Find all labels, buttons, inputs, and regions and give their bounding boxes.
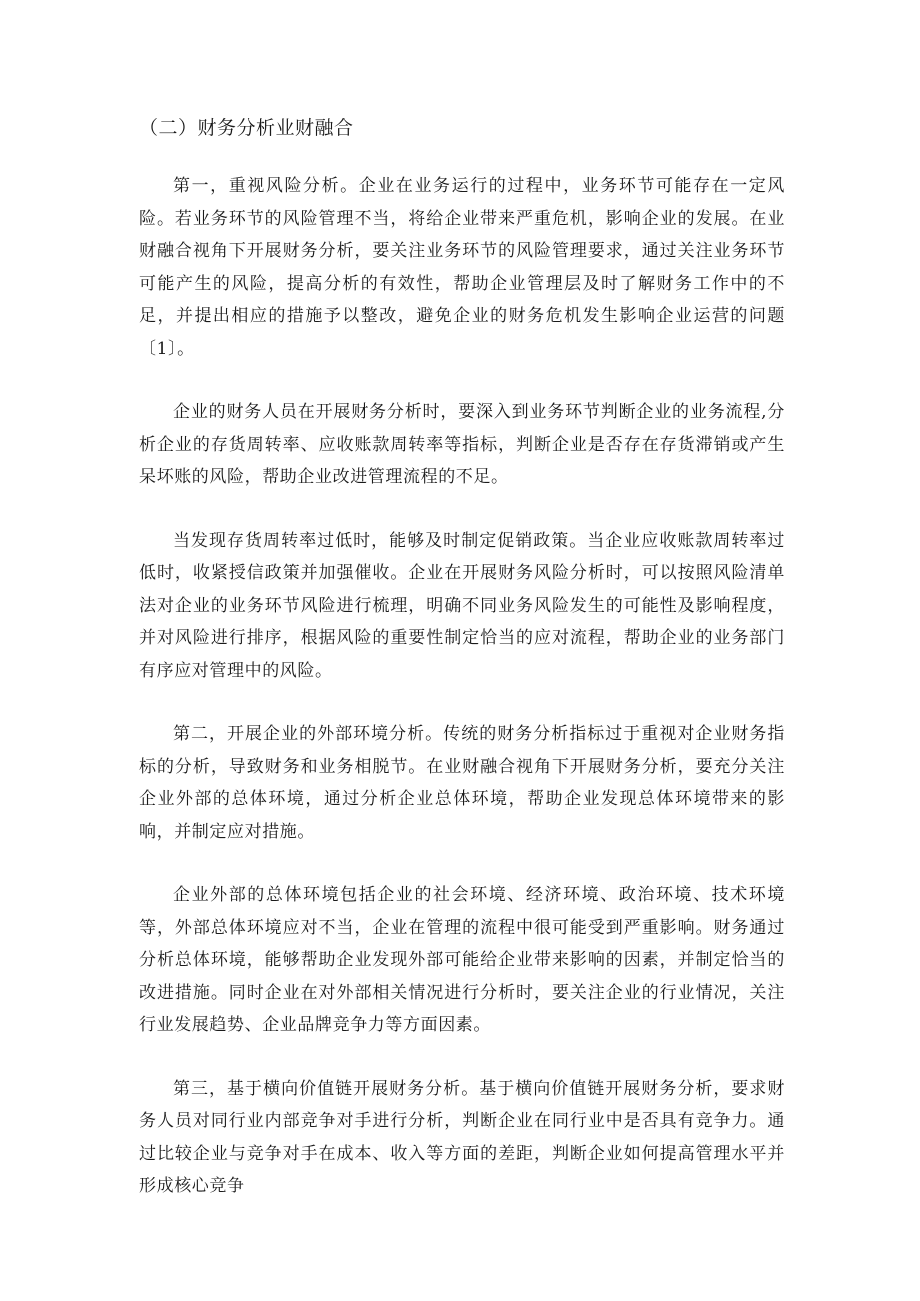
paragraph-overall-environment: 企业外部的总体环境包括企业的社会环境、经济环境、政治环境、技术环境等，外部总体环境应对不当，企业在管理的流程中很可能受到严重影响。财务通过分析总体环境，能够帮助企业发现外部可能给企业带来影响的因素，并制定恰当的改进措施。同时企业在对外部相关情况进行分析时，要关注企业的行业情况，关注行业发展趋势、企业品牌竞争力等方面因素。 [139,885,785,1035]
paragraph-external-environment: 第二，开展企业的外部环境分析。传统的财务分析指标过于重视对企业财务指标的分析，导致财务和业务相脱节。在业财融合视角下开展财务分析，要充分关注企业外部的总体环境，通过分析企业总体环境，帮助企业发现总体环境带来的影响，并制定应对措施。 [139,724,785,842]
paragraph-inventory-turnover: 当发现存货周转率过低时，能够及时制定促销政策。当企业应收账款周转率过低时，收紧授信政策并加强催收。企业在开展财务风险分析时，可以按照风险清单法对企业的业务环节风险进行梳理，明确不同业务风险发生的可能性及影响程度，并对风险进行排序，根据风险的重要性制定恰当的应对流程，帮助企业的业务部门有序应对管理中的风险。 [139,530,785,681]
body-text [139,170,785,1234]
section-heading: （二）财务分析业财融合 [139,117,354,139]
paragraph-risk-analysis: 第一，重视风险分析。企业在业务运行的过程中，业务环节可能存在一定风险。若业务环节的风险管理不当，将给企业带来严重危机，影响企业的发展。在业财融合视角下开展财务分析，要关注业务环节的风险管理要求，通过关注业务环节可能产生的风险，提高分析的有效性，帮助企业管理层及时了解财务工作中的不足，并提出相应的措施予以整改，避免企业的财务危机发生影响企业运营的问题〔1〕。 [139,176,785,359]
paragraph-value-chain: 第三，基于横向价值链开展财务分析。基于横向价值链开展财务分析，要求财务人员对同行业内部竞争对手进行分析，判断企业在同行业中是否具有竞争力。通过比较企业与竞争对手在成本、收入等方面的差距，判断企业如何提高管理水平并形成核心竞争 [139,1078,785,1196]
paragraph-staff-analysis: 企业的财务人员在开展财务分析时，要深入到业务环节判断企业的业务流程,分析企业的存货周转率、应收账款周转率等指标，判断企业是否存在存货滞销或产生呆坏账的风险，帮助企业改进管理流程的不足。 [139,402,785,487]
